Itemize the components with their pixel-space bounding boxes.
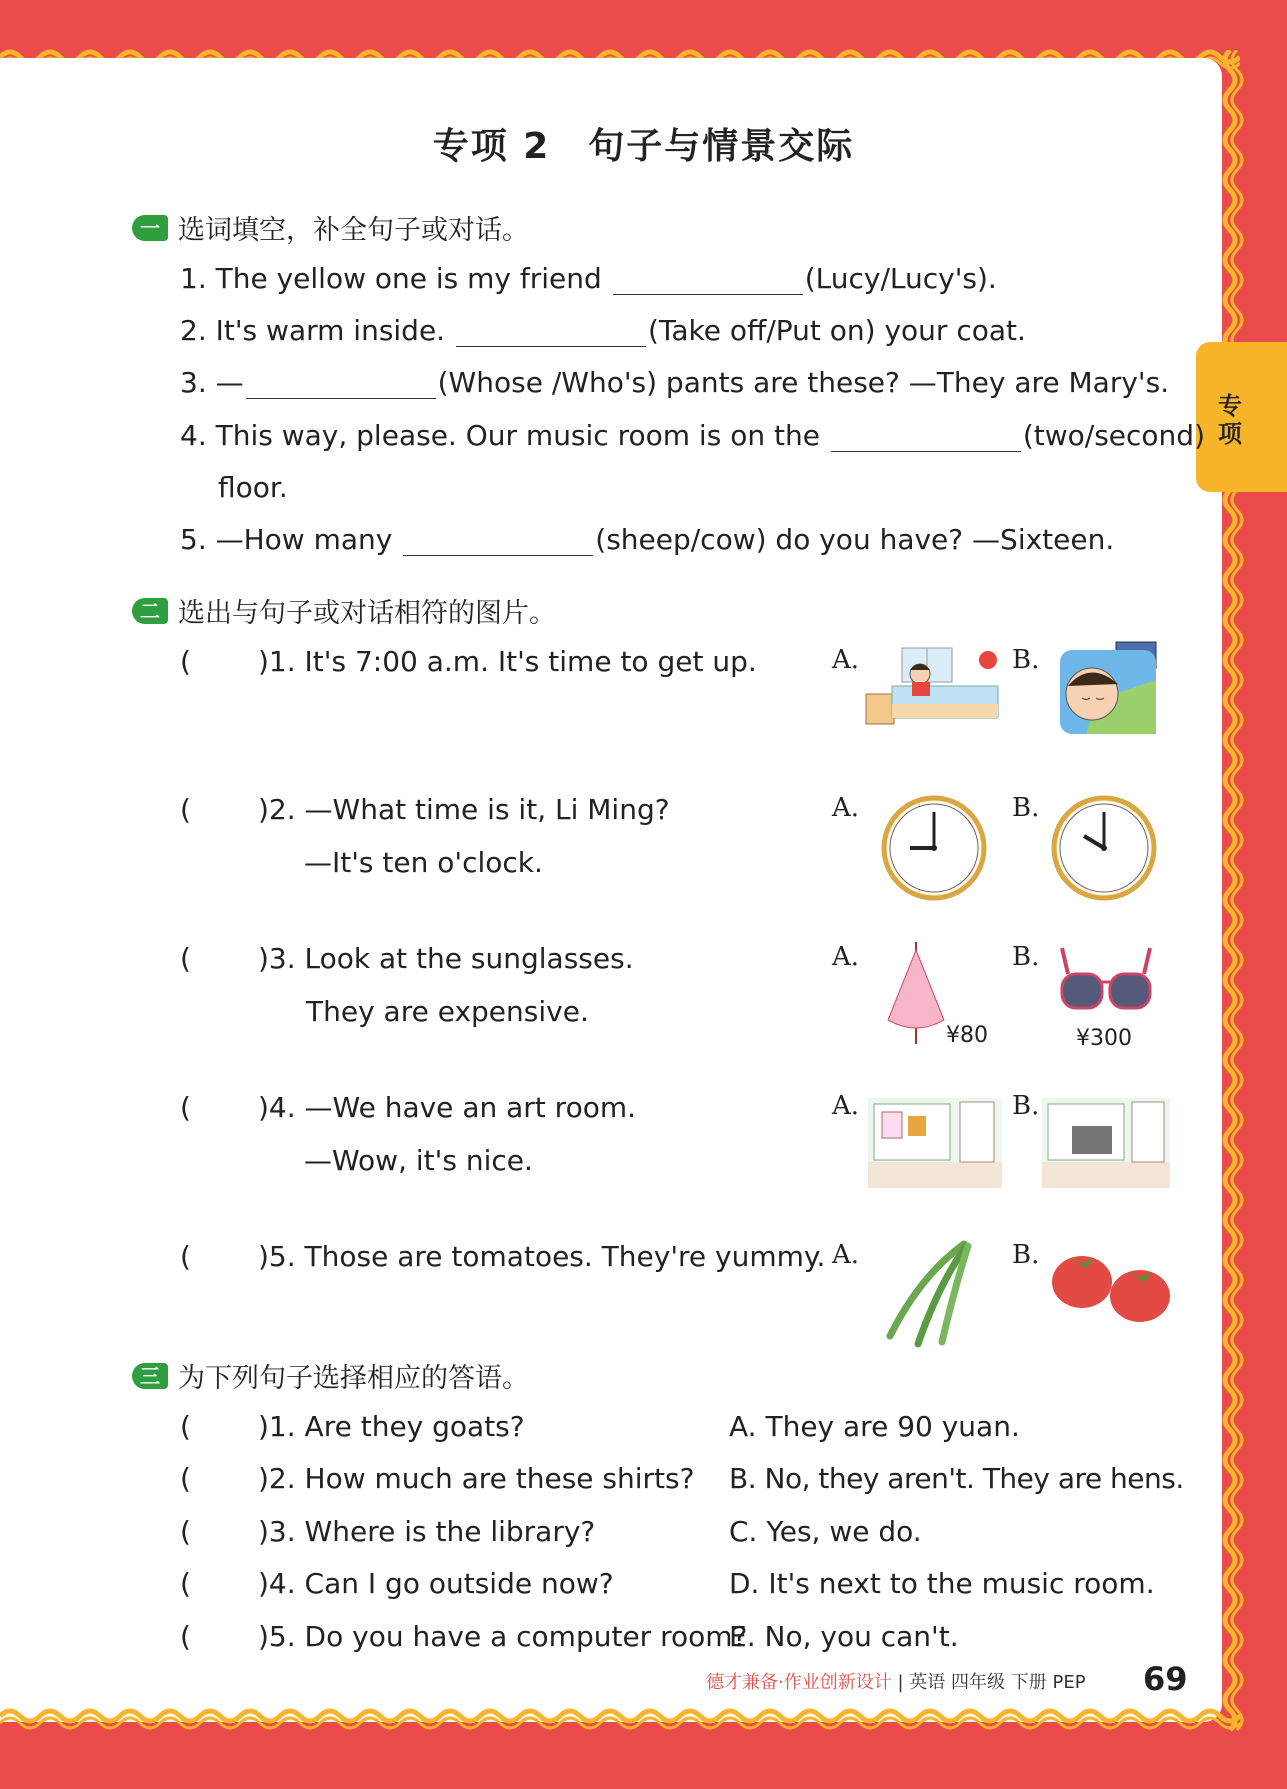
s1-item-5 — [180, 523, 1114, 556]
s1-item-5-blank[interactable] — [403, 529, 593, 556]
s2-q2-option-b[interactable]: B. — [1012, 793, 1040, 823]
s2-q5-option-a[interactable]: A. — [832, 1240, 860, 1270]
green-beans-image — [880, 1236, 980, 1348]
bottom-wave-border — [0, 1708, 1240, 1734]
s3-q2-text: )2. How much are these shirts? — [258, 1462, 695, 1495]
s2-q1-option-a[interactable]: A. — [832, 645, 860, 675]
s3-q1-text: )1. Are they goats? — [258, 1410, 525, 1443]
s2-q4-option-a[interactable]: A. — [832, 1091, 860, 1121]
s3-answer-c: C. Yes, we do. — [729, 1515, 922, 1548]
s1-item-4-choices: (two/second) — [1022, 419, 1205, 452]
footer-brand: 德才兼备·作业创新设计 — [706, 1672, 892, 1693]
s2-q3-option-b[interactable]: B. — [1012, 942, 1040, 972]
s2-q1-paren[interactable]: ( — [180, 645, 191, 678]
s3-q3-text: )3. Where is the library? — [258, 1515, 596, 1548]
section-1-badge: 一 — [132, 215, 168, 241]
bedroom-getting-up-image — [862, 640, 1004, 732]
s2-q4-text: )4. —We have an art room. — [258, 1091, 636, 1124]
s2-q5-option-b[interactable]: B. — [1012, 1240, 1040, 1270]
s3-answer-d: D. It's next to the music room. — [729, 1567, 1155, 1600]
s3-answer-a: A. They are 90 yuan. — [729, 1410, 1020, 1443]
section-3-heading — [132, 1356, 529, 1395]
footer — [706, 1668, 1086, 1694]
side-tab[interactable] — [1196, 342, 1287, 492]
s1-item-3-text: 3. — — [180, 366, 244, 399]
s2-q3-paren[interactable]: ( — [180, 942, 191, 975]
sunglasses-price: ¥300 — [1076, 1026, 1132, 1051]
s3-answer-b: B. No, they aren't. They are hens. — [729, 1462, 1184, 1495]
s2-q3-option-a[interactable]: A. — [832, 942, 860, 972]
footer-grade: 四年级 — [951, 1672, 1006, 1693]
right-wave-border — [1222, 50, 1248, 1740]
s1-item-2 — [180, 314, 1026, 347]
clock-b-ten-oclock — [1050, 794, 1158, 902]
tomatoes-image — [1048, 1244, 1172, 1326]
footer-edition: PEP — [1052, 1672, 1086, 1693]
section-1-title: 选词填空，补全句子或对话。 — [178, 215, 529, 246]
page-number: 69 — [1143, 1660, 1188, 1698]
s2-q4-option-b[interactable]: B. — [1012, 1091, 1040, 1121]
section-3-title: 为下列句子选择相应的答语。 — [178, 1363, 529, 1394]
section-2-badge: 二 — [132, 598, 168, 624]
s2-q4-paren[interactable]: ( — [180, 1091, 191, 1124]
s1-item-4-cont: floor. — [218, 471, 288, 504]
s1-item-4 — [180, 419, 1205, 452]
s3-answer-e: E. No, you can't. — [729, 1620, 959, 1653]
s1-item-3-blank[interactable] — [246, 372, 436, 399]
s2-q5-text: )5. Those are tomatoes. They're yummy. — [258, 1240, 826, 1273]
s3-q3-paren[interactable]: ( — [180, 1515, 191, 1548]
s3-q5-text: )5. Do you have a computer room? — [258, 1620, 748, 1653]
side-tab-label: 专项 — [1218, 392, 1242, 448]
footer-subject: 英语 — [909, 1672, 946, 1693]
s1-item-1-blank[interactable] — [613, 268, 803, 295]
computer-room-image — [1042, 1098, 1170, 1188]
s3-q2-paren[interactable]: ( — [180, 1462, 191, 1495]
sleeping-boy-image — [1056, 640, 1160, 736]
sunglasses-image — [1058, 944, 1154, 1016]
page-title: 专项 2 句子与情景交际 — [432, 126, 855, 167]
s2-q1-text: )1. It's 7:00 a.m. It's time to get up. — [258, 645, 757, 678]
s3-q4-paren[interactable]: ( — [180, 1567, 191, 1600]
s1-item-4-blank[interactable] — [831, 425, 1021, 452]
umbrella-price: ¥80 — [946, 1023, 988, 1048]
section-2-heading — [132, 591, 556, 630]
s1-item-1-choices: (Lucy/Lucy's). — [804, 262, 997, 295]
s3-q1-paren[interactable]: ( — [180, 1410, 191, 1443]
s2-q2-line2: —It's ten o'clock. — [304, 846, 543, 879]
s1-item-2-text: 2. It's warm inside. — [180, 314, 446, 347]
s1-item-1 — [180, 262, 997, 295]
section-3-badge: 三 — [132, 1363, 168, 1389]
s1-item-2-blank[interactable] — [456, 320, 646, 347]
s3-q4-text: )4. Can I go outside now? — [258, 1567, 614, 1600]
s1-item-4-text: 4. This way, please. Our music room is on the — [180, 419, 820, 452]
s2-q2-option-a[interactable]: A. — [832, 793, 860, 823]
footer-sep: | — [897, 1672, 904, 1693]
s3-q5-paren[interactable]: ( — [180, 1620, 191, 1653]
s1-item-1-text: 1. The yellow one is my friend — [180, 262, 602, 295]
section-2-title: 选出与句子或对话相符的图片。 — [178, 598, 556, 629]
s2-q4-line2: —Wow, it's nice. — [304, 1144, 533, 1177]
footer-term: 下册 — [1010, 1672, 1047, 1693]
s1-item-5-text: 5. —How many — [180, 523, 393, 556]
art-room-image — [868, 1098, 1002, 1188]
s2-q3-text: )3. Look at the sunglasses. — [258, 942, 634, 975]
s2-q3-line2: They are expensive. — [306, 995, 589, 1028]
s1-item-2-choices: (Take off/Put on) your coat. — [648, 314, 1026, 347]
umbrella-image — [880, 940, 950, 1046]
s2-q2-text: )2. —What time is it, Li Ming? — [258, 793, 670, 826]
s2-q5-paren[interactable]: ( — [180, 1240, 191, 1273]
s2-q2-paren[interactable]: ( — [180, 793, 191, 826]
s1-item-5-choices: (sheep/cow) do you have? —Sixteen. — [595, 523, 1115, 556]
s1-item-3 — [180, 366, 1169, 399]
s1-item-3-choices: (Whose /Who's) pants are these? —They are Mary's. — [437, 366, 1170, 399]
section-1-heading — [132, 208, 529, 247]
clock-a-nine-oclock — [880, 794, 988, 902]
s2-q1-option-b[interactable]: B. — [1012, 645, 1040, 675]
